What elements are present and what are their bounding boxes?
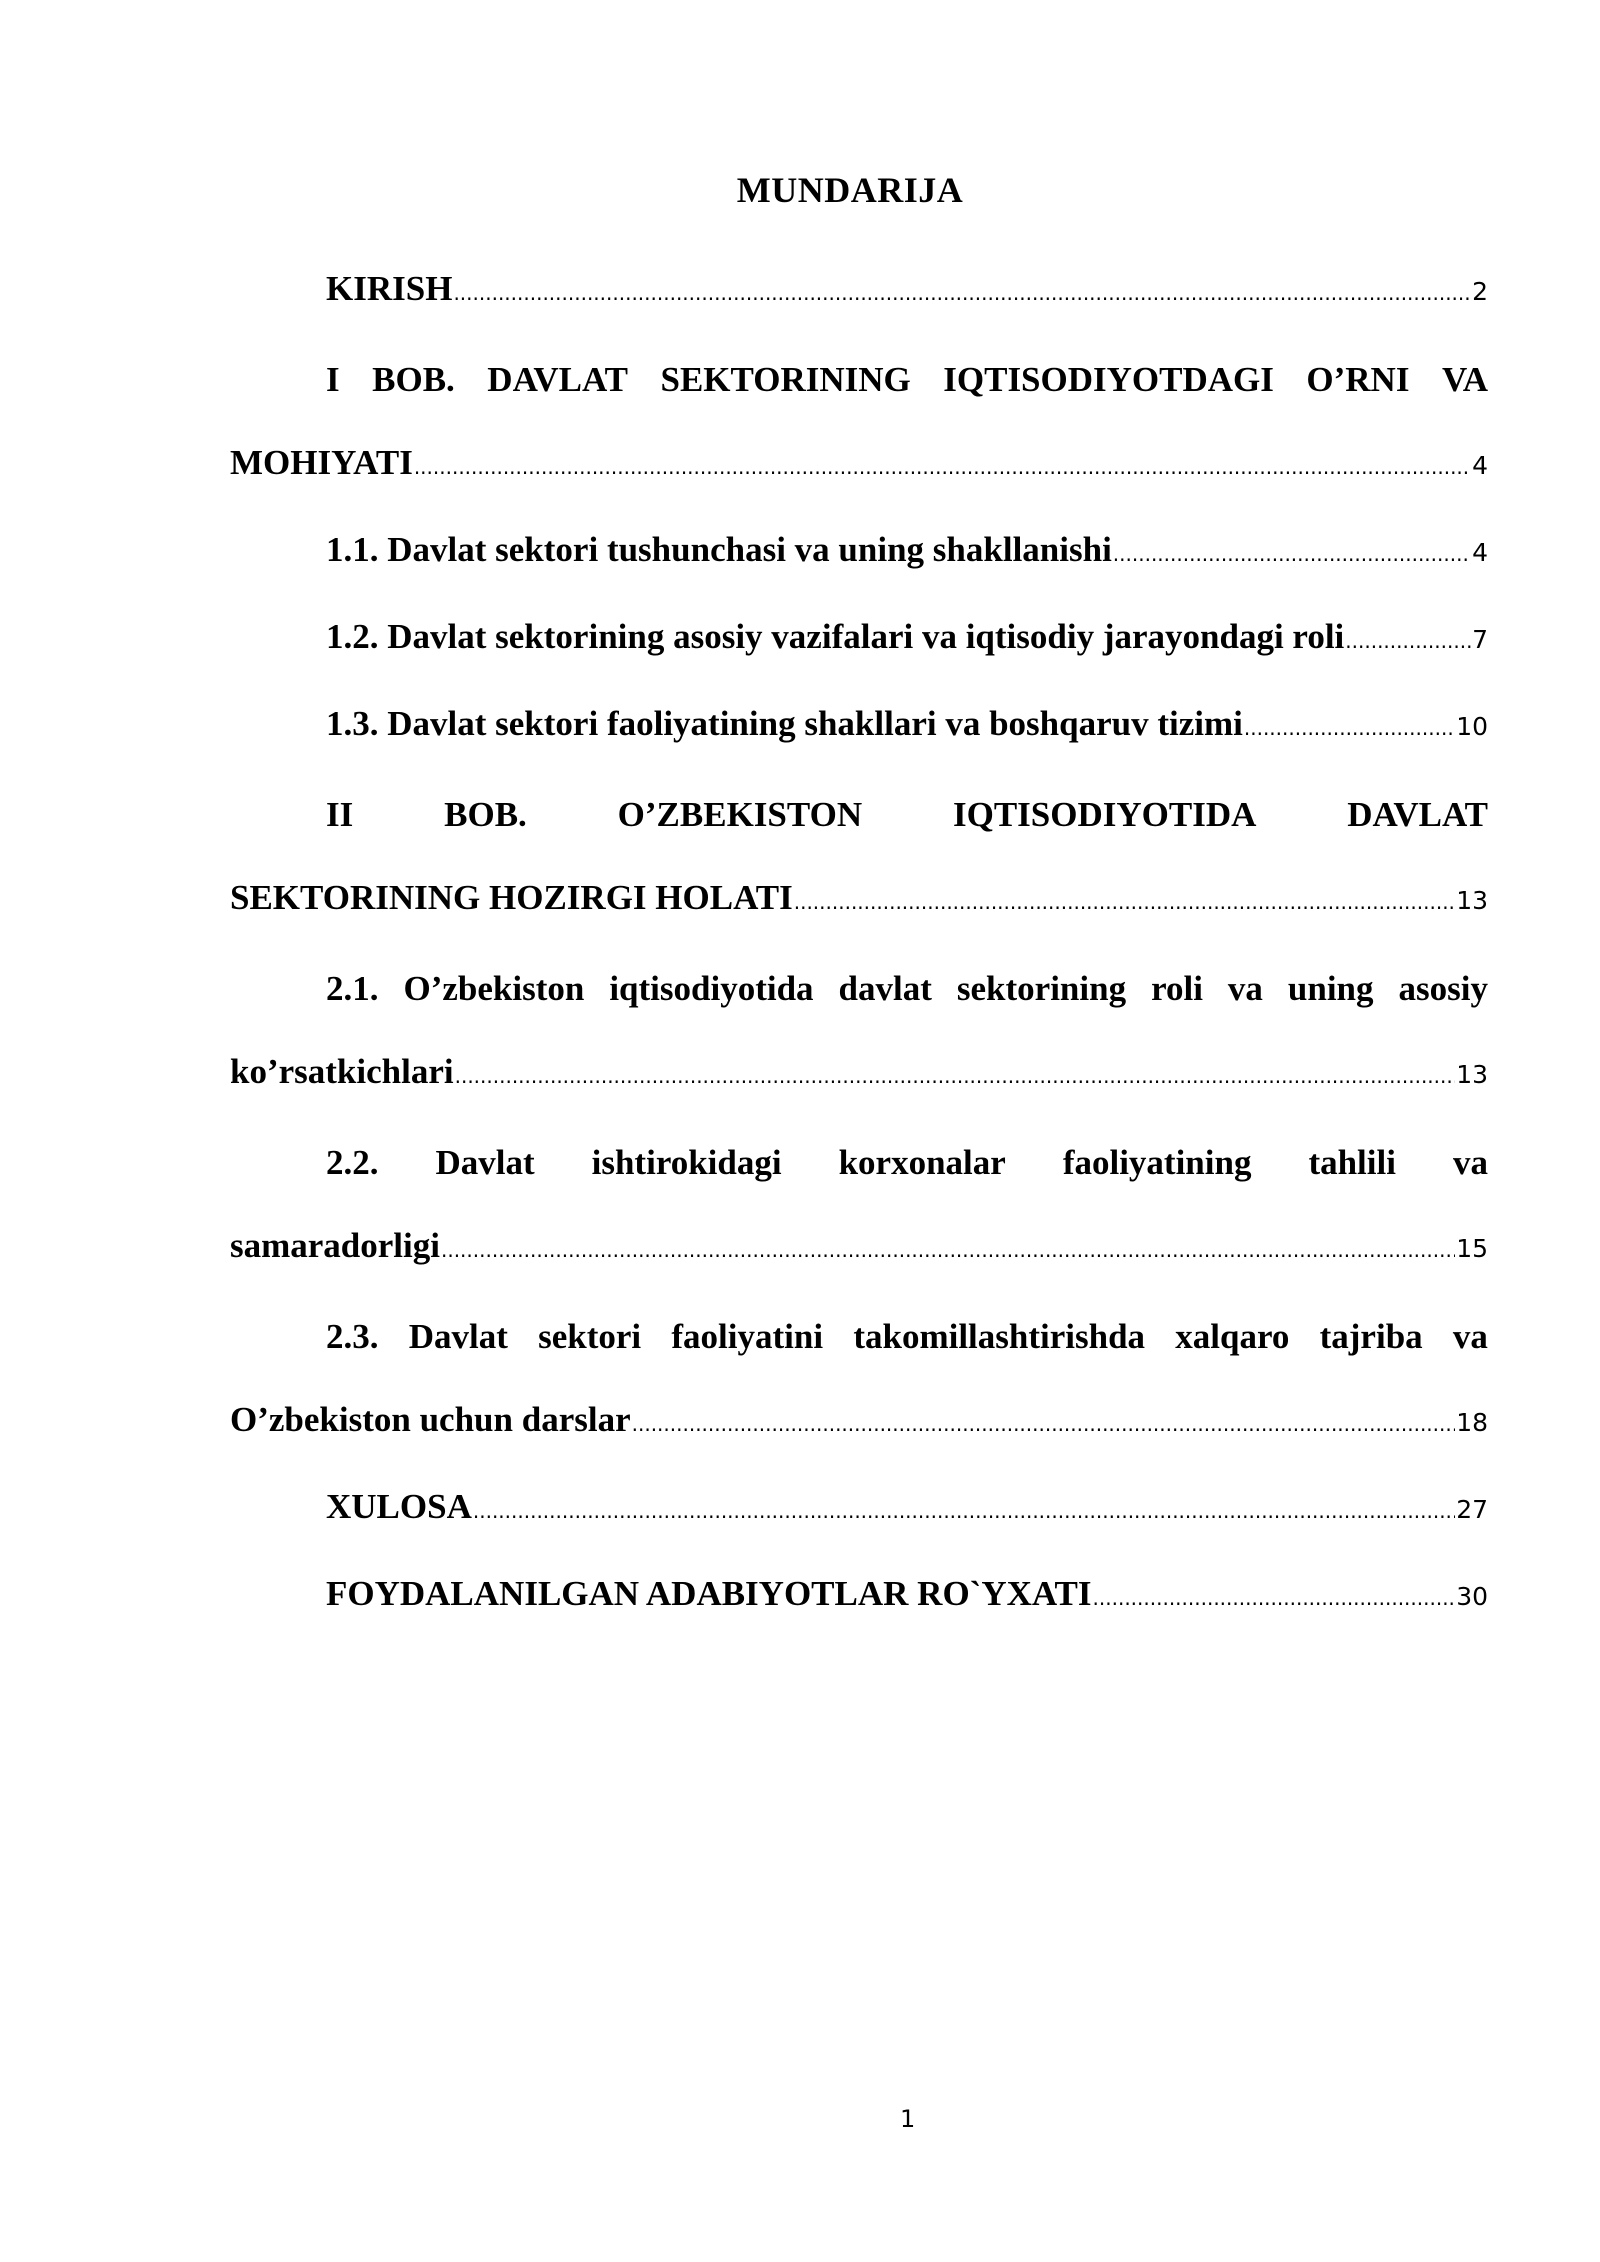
toc-entry-kirish[interactable] (230, 238, 1488, 325)
toc-word: VA (1441, 360, 1488, 399)
toc-entry-text: 1.3. Davlat sektori faoliyatining shakllari va boshqaruv tizimi (326, 704, 1243, 743)
toc-word: SEKTORINING (660, 360, 911, 399)
toc-leader-dots (1345, 619, 1471, 663)
toc-word: IQTISODIYOTDAGI (943, 360, 1274, 399)
toc-leader-dots (1113, 532, 1471, 576)
toc-page-number: 4 (1472, 538, 1488, 567)
toc-word: roli (1151, 969, 1203, 1008)
toc-word: IQTISODIYOTIDA (952, 795, 1257, 834)
toc-entry-text: XULOSA (326, 1487, 472, 1526)
table-of-contents (230, 238, 1488, 1630)
toc-leader-dots (441, 1228, 1455, 1272)
toc-word: iqtisodiyotida (609, 969, 814, 1008)
toc-entry-2-1-heading[interactable] (230, 934, 1488, 1021)
toc-entry-2-1[interactable] (230, 1021, 1488, 1108)
toc-word: BOB. (372, 360, 455, 399)
toc-leader-dots (414, 445, 1471, 489)
toc-page-number: 15 (1456, 1234, 1488, 1263)
toc-leader-dots (632, 1402, 1456, 1446)
toc-word: xalqaro (1175, 1317, 1290, 1356)
toc-entry-2-3[interactable] (230, 1369, 1488, 1456)
toc-word: ishtirokidagi (591, 1143, 782, 1182)
toc-leader-dots (794, 880, 1455, 924)
toc-word: DAVLAT (1347, 795, 1488, 834)
toc-page-number: 4 (1472, 451, 1488, 480)
toc-word: 2.3. (326, 1317, 379, 1356)
toc-word: Davlat (408, 1317, 508, 1356)
toc-entry-1-2[interactable] (230, 586, 1488, 673)
toc-word: II (326, 795, 354, 834)
toc-word: sektori (538, 1317, 642, 1356)
toc-leader-dots (473, 1489, 1455, 1533)
toc-entry-text: MOHIYATI (230, 443, 413, 482)
toc-entry-text: ko’rsatkichlari (230, 1052, 454, 1091)
toc-word: O’RNI (1306, 360, 1410, 399)
toc-word: faoliyatining (1062, 1143, 1252, 1182)
toc-entry-2-3-heading[interactable] (230, 1282, 1488, 1369)
toc-entry-text: 1.2. Davlat sektorining asosiy vazifalari va iqtisodiy jarayondagi roli (326, 617, 1345, 656)
toc-page-number: 30 (1456, 1582, 1488, 1611)
toc-word: sektorining (956, 969, 1127, 1008)
toc-entry-1-1[interactable] (230, 499, 1488, 586)
toc-word: O’ZBEKISTON (617, 795, 863, 834)
toc-word: 2.2. (326, 1143, 379, 1182)
toc-entry-text: samaradorligi (230, 1226, 440, 1265)
toc-word: takomillashtirishda (853, 1317, 1146, 1356)
toc-word: faoliyatini (671, 1317, 824, 1356)
toc-entry-references[interactable] (230, 1543, 1488, 1630)
toc-entry-chapter-2-heading[interactable] (230, 760, 1488, 847)
toc-word: korxonalar (838, 1143, 1006, 1182)
toc-word: davlat (838, 969, 932, 1008)
toc-entry-chapter-1[interactable] (230, 412, 1488, 499)
toc-word: 2.1. (326, 969, 379, 1008)
toc-page-number: 7 (1472, 625, 1488, 654)
toc-page-number: 2 (1472, 277, 1488, 306)
toc-page-number: 13 (1456, 886, 1488, 915)
page-number: 1 (900, 2105, 916, 2133)
toc-leader-dots (453, 271, 1471, 315)
toc-word: tajriba (1319, 1317, 1423, 1356)
toc-word: asosiy (1398, 969, 1488, 1008)
toc-page-number: 27 (1456, 1495, 1488, 1524)
toc-entry-text: SEKTORINING HOZIRGI HOLATI (230, 878, 793, 917)
toc-word: DAVLAT (487, 360, 628, 399)
page-title: MUNDARIJA (736, 170, 964, 210)
toc-entry-chapter-2[interactable] (230, 847, 1488, 934)
toc-leader-dots (1093, 1576, 1456, 1620)
toc-entry-text: KIRISH (326, 269, 453, 308)
toc-leader-dots (1244, 706, 1455, 750)
toc-entry-text: 1.1. Davlat sektori tushunchasi va uning shakllanishi (326, 530, 1112, 569)
toc-entry-2-2-heading[interactable] (230, 1108, 1488, 1195)
toc-entry-chapter-1-heading[interactable] (230, 325, 1488, 412)
toc-word: va (1227, 969, 1263, 1008)
toc-page-number: 18 (1456, 1408, 1488, 1437)
toc-word: Davlat (435, 1143, 535, 1182)
toc-word: uning (1287, 969, 1374, 1008)
toc-leader-dots (455, 1054, 1456, 1098)
toc-entry-1-3[interactable] (230, 673, 1488, 760)
toc-page-number: 13 (1456, 1060, 1488, 1089)
toc-entry-text: FOYDALANILGAN ADABIYOTLAR RO`YXATI (326, 1574, 1092, 1613)
toc-entry-xulosa[interactable] (230, 1456, 1488, 1543)
toc-word: I (326, 360, 340, 399)
toc-word: tahlili (1308, 1143, 1396, 1182)
toc-entry-2-2[interactable] (230, 1195, 1488, 1282)
toc-word: va (1452, 1317, 1488, 1356)
toc-word: va (1452, 1143, 1488, 1182)
toc-entry-text: O’zbekiston uchun darslar (230, 1400, 631, 1439)
toc-word: O’zbekiston (403, 969, 585, 1008)
toc-page-number: 10 (1456, 712, 1488, 741)
toc-word: BOB. (444, 795, 527, 834)
